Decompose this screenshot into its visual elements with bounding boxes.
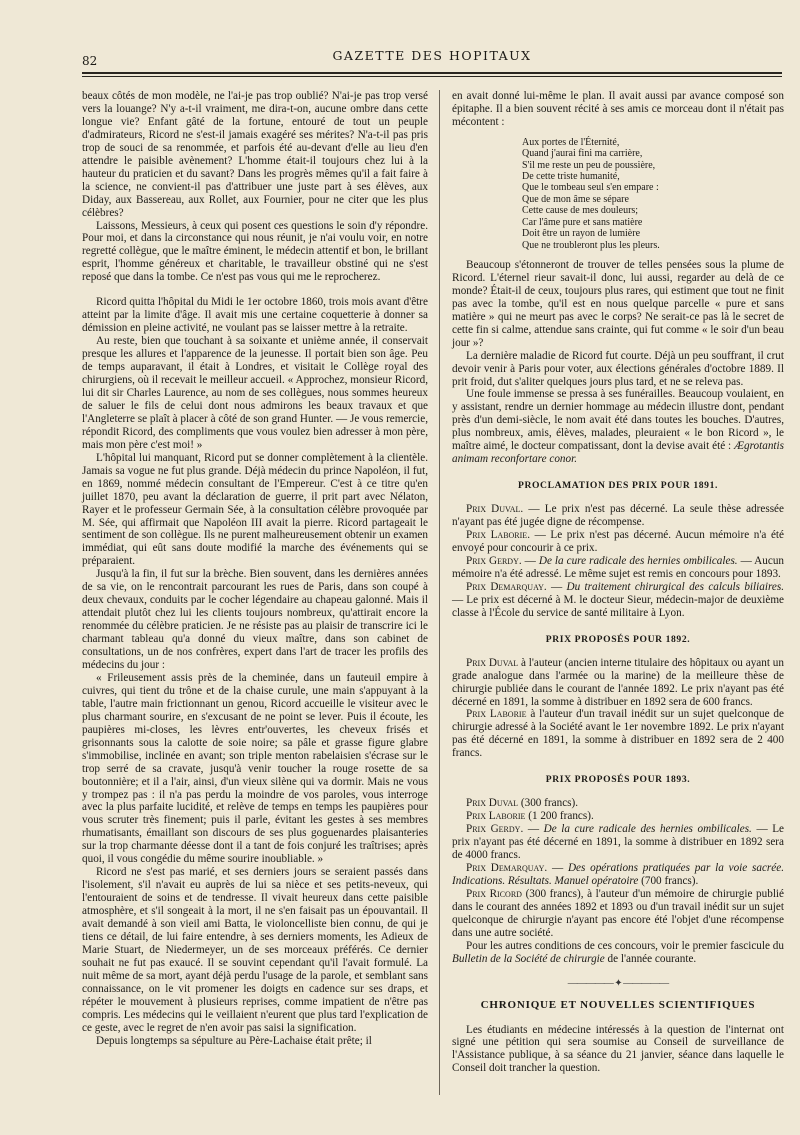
- prize-entry: [452, 503, 784, 529]
- prize-text: — Le prix est décerné à M. le docteur Sieur, médecin-major de deuxième classe à l'École du service de santé militaire à Lyon.: [452, 593, 784, 619]
- latin-motto: Ægrotantis animam reconfortare conor.: [452, 440, 785, 466]
- poem-line: Aux portes de l'Éternité,: [522, 136, 620, 148]
- paragraph: Jusqu'à la fin, il fut sur la brèche. Bien souvent, dans les dernières années de sa vie, on le rencontrait parcourant les rues de Paris, dans son coupé à deux chevaux, conduits par le cocher légendaire au chapeau galonné. Mais il attendait plutôt chez lui les clients toujours nombreux, qu'attirait encore la renommée du célèbre praticien. Je ne résiste pas au plaisir de transcrire ici le charmant tableau qu'a donné du vieux maître, dans son cabinet de consultations, un de nos confrères, expert dans l'art de tracer les profils des médecins du jour :: [82, 568, 428, 671]
- paragraph: Depuis longtemps sa sépulture au Père-Lachaise était prête; il: [96, 1034, 372, 1047]
- prize-entry: [452, 581, 784, 620]
- prize-text: —: [524, 554, 539, 567]
- prize-subject: Du traitement chirurgical des calculs biliaires.: [566, 580, 784, 593]
- poem-line: S'il me reste un peu de poussière,: [522, 159, 656, 171]
- prize-name: Prix Laborie: [466, 708, 527, 721]
- prize-subject: De la cure radicale des hernies ombilicales.: [543, 823, 752, 836]
- paragraph-text: Une foule immense se pressa à ses funérailles. Beaucoup voulaient, en y assistant, rendre un dernier hommage au médecin illustre dont, pendant près d'un demi-siècle, le nom avait été dans toutes les bouches. D'autres, plus nombreux, amis, élèves, malades, pleuraient « le bon Ricord », le maître aimé, le docteur compatissant, dont la devise avait été :: [452, 388, 784, 453]
- paragraph: L'hôpital lui manquant, Ricord put se donner complètement à la clientèle. Jamais sa vogue ne fut plus grande. Déjà médecin du prince Napoléon, il fut, en 1869, nommé médecin consultant de l'Empereur. C'est à ce titre qu'en juillet 1870, peu avant la déclaration de guerre, il prit part avec Nélaton, Rayer et le professeur Germain Sée, à la consultation célèbre provoquée par M. Sée, qui affirmait que Napoléon III avait la pierre. Ricord partageait le sentiment de son collègue. Ils ne purent malheureusement obtenir un examen immédiat, qui eût sans doute modifié la marche des événements qui se préparaient.: [82, 451, 428, 568]
- prize-name: Prix Duval.: [466, 503, 524, 516]
- prize-name: Prix Laborie: [466, 810, 526, 823]
- prize-text: à l'auteur (ancien interne titulaire des hôpitaux ou ayant un grade analogue dans l'armée ou la marine) de la meilleure thèse de chirurgie publiée dans le courant de l'année 1892. Le prix n'ayant pas été décerné en 1891, la somme à distribuer en 1892 sera de 600 francs.: [452, 656, 784, 708]
- right-column: [452, 90, 784, 1075]
- prize-subject: De la cure radicale des hernies ombilicales.: [538, 554, 738, 567]
- poem-line: Que le tombeau seul s'en empare :: [522, 182, 659, 194]
- header-rule: [82, 72, 782, 74]
- prize-name: Prix Ricord: [466, 887, 522, 900]
- prize-entry: [452, 862, 784, 888]
- prize-text: (300 francs), à l'auteur d'un mémoire de chirurgie publié dans le courant des années 1892 et 1893 ou d'un travail inédit sur un sujet quelconque de chirurgie n'ayant pas encore été l'objet d'une récompense dans une autre société.: [452, 887, 784, 939]
- column-divider: [439, 90, 440, 1095]
- prize-name: Prix Duval: [466, 656, 519, 669]
- poem-line: Que de mon âme se sépare: [522, 193, 629, 205]
- poem-line: De cette triste humanité,: [522, 171, 620, 183]
- prize-subject: Des opérations pratiquées par la voie sacrée. Indications. Résultats. Manuel opératoire: [452, 862, 785, 887]
- poem-line: Que ne troubleront plus les pleurs.: [522, 239, 660, 251]
- section-title: PRIX PROPOSÉS POUR 1892.: [545, 633, 691, 645]
- section-title: PROCLAMATION DES PRIX POUR 1891.: [518, 480, 718, 492]
- paragraph: Ricord quitta l'hôpital du Midi le 1er octobre 1860, trois mois avant d'être atteint par la limite d'âge. Il avait mis une certaine coquetterie à donner sa démission en pleine activité, ne voulant pas se laisser mettre à la retraite.: [82, 296, 428, 335]
- prize-name: Prix Duval: [466, 797, 519, 810]
- prize-text: à l'auteur d'un travail inédit sur un sujet quelconque de chirurgie adressé à la Société avant le 1er novembre 1892. Le prix n'ayant pas été décerné en 1891, la somme à distribuer en 1892 sera de 2 400 francs.: [452, 708, 784, 760]
- prize-entry: [452, 708, 784, 760]
- paragraph: Laissons, Messieurs, à ceux qui posent ces questions le soin d'y répondre. Pour moi, et dans la circonstance qui nous réunit, je n'ai voulu voir, en notre regretté collègue, que le maître éminent, le médecin attentif et bon, le brillant esprit, l'homme généreux et charitable, le travailleur obstiné qui ne s'est reposé que dans la tombe. Ce n'est pas vous qui me le reprocherez.: [82, 219, 428, 284]
- paragraph: La dernière maladie de Ricord fut courte. Déjà un peu souffrant, il crut devoir venir à Paris pour voter, aux élections générales d'octobre 1889. Il prit froid, dut s'aliter quelques jours plus tard, et ne se releva pas.: [452, 349, 784, 388]
- paragraph: [452, 940, 784, 966]
- page-number: 82: [82, 54, 98, 68]
- epitaph-poem: [522, 137, 784, 251]
- prize-text: —: [551, 862, 568, 874]
- poem-line: Cette cause de mes douleurs;: [522, 205, 639, 217]
- section-title: CHRONIQUE ET NOUVELLES SCIENTIFIQUES: [480, 998, 756, 1011]
- paragraph: Les étudiants en médecine intéressés à la question de l'internat ont signé une pétition qui sera soumise au Conseil de surveillance de l'Assistance publique, à sa séance du 21 janvier, séance dans laquelle le Conseil doit trancher la question.: [452, 1023, 784, 1075]
- prize-text: — Le prix n'est pas décerné. Aucun mémoire n'a été envoyé pour concourir à ce prix.: [452, 529, 784, 554]
- paragraph: Au reste, bien que touchant à sa soixante et unième année, il conservait presque les allures et l'apparence de la jeunesse. Il portait bien son âge. Peu de temps auparavant, il était à Londres, et visitait le Collège royal des chirurgiens, où il recevait le meilleur accueil. « Approchez, monsieur Ricord, lui dit sir Charles Laurence, au nom de ses collègues, nous sommes heureux de saluer le fils de celui dont nous admirons les beaux travaux et que l'Angleterre se plaît à placer à côté de son grand Hunter. — Je vous remercie, répondit Ricord, des compliments que vous voulez bien adresser à mon père, mais mon père c'est moi! »: [82, 335, 428, 451]
- page-header: [82, 48, 782, 68]
- prize-entry: [452, 529, 784, 555]
- prize-entry: [452, 797, 784, 810]
- bulletin-title: Bulletin de la Société de chirurgie: [452, 952, 605, 965]
- prize-text: (1 200 francs).: [528, 810, 594, 823]
- header-rule-thin: [82, 76, 782, 77]
- prize-entry: [452, 823, 784, 862]
- poem-line: Quand j'aurai fini ma carrière,: [522, 148, 643, 160]
- prize-text: (300 francs).: [520, 797, 579, 810]
- prize-entry: [452, 657, 784, 709]
- prize-text: — Le prix n'ayant pas été décerné en 1891, la somme à distribuer en 1892 sera de 4000 francs.: [452, 823, 785, 862]
- left-column: [82, 90, 428, 1048]
- poem-line: Car l'âme pure et sans matière: [522, 216, 643, 228]
- poem-line: Doit être un rayon de lumière: [522, 228, 641, 240]
- quotation-paragraph: « Frileusement assis près de la cheminée, dans un fauteuil empire à cuivres, qui tient du trône et de la chaise curule, une main s'appuyant à la table, l'autre main frictionnant un genou, Ricord accueille le visiteur avec le plus charmant sourire, en s'excusant de ne point se lever. Puis il écoute, les paupières mi-closes, les lèvres entr'ouvertes, les cheveux frisés et grisonnants sous la calotte de soie noire; sa pâle et grasse figure glabre s'immobilise, inclinée en avant; son triple menton rabelaisien s'écrase sur le trop serré de sa cravate, jusqu'à venir toucher la rouge rosette de sa boutonnière; et il a l'air, ainsi, d'un vieux silène qui va dormir. Mais ne vous y trompez pas : il n'a pas perdu la moindre de vos paroles, vous interroge avec la plus parfaite lucidité, et relève de temps en temps les paupières pour vous scruter très finement; puis il parle, évitant les gestes à ses membres rhumatisants, émaillant son discours de ses plus goguenardes plaisanteries sur la trop charmante déesse dont il a tant de fois conjuré les traîtrises; après quoi, il vous congédie du même sourire inoubliable. »: [82, 671, 428, 866]
- paragraph-text: Pour les autres conditions de ces concours, voir le premier fascicule du: [466, 939, 784, 952]
- paragraph: beaux côtés de mon modèle, ne l'ai-je pas trop oublié? N'ai-je pas trop versé vers la louange? N'y a-t-il vraiment, me dira-t-on, aucune ombre dans cette longue vie? Enfant gâté de la fortune, entouré de tout un peuple d'admirateurs, Ricord ne s'est-il jamais exagéré ses mérites? N'a-t-il pas pris trop de souci de sa renommée, et parfois été au-devant d'elle au lieu d'en attendre le paisible avènement? L'homme était-il toujours chez lui à la hauteur du praticien et du savant? Dans les progrès mêmes qu'il a fait faire à la science, ne convient-il pas d'attribuer une juste part à ses élèves, aux Diday, aux Bassereau, aux Rollet, aux Fournier, pour ne citer que les plus célèbres?: [82, 90, 428, 219]
- journal-title: GAZETTE DES HOPITAUX: [332, 48, 532, 63]
- paragraph: Beaucoup s'étonneront de trouver de telles pensées sous la plume de Ricord. L'éternel rieur savait-il donc, lui aussi, regarder au delà de ce monde? Était-il de ceux, toujours plus rares, qui estiment que tout ne finit pas avec la tombe, qu'il est en nous quelque parcelle « pure et sans matière » qui ne meurt pas avec le corps? Ne serait-ce pas là le secret de cette fin si calme, attendue sans crainte, qui fut comme « le soir d'un beau jour »?: [452, 258, 784, 349]
- prize-text: —: [551, 580, 567, 593]
- prize-name: Prix Demarquay.: [466, 862, 548, 874]
- prize-entry: [452, 888, 784, 940]
- prize-text: —: [527, 823, 544, 836]
- prize-name: Prix Laborie.: [466, 529, 530, 542]
- section-ornament: ————— ✦ —————: [567, 977, 669, 989]
- prize-text: — Le prix n'est pas décerné. La seule thèse adressée n'ayant pas été jugée digne de récompense.: [452, 503, 784, 529]
- paragraph: Ricord ne s'est pas marié, et ses derniers jours se seraient passés dans l'isolement, s'il n'avait eu auprès de lui sa nièce et ses petits-neveux, qui l'entouraient de soins et de tendresse. Il vivait heureux dans cette paisible atmosphère, et s'il songeait à la mort, il ne s'en faisait pas un épouvantail. Il avait demandé à son vieil ami Batta, le violoncelliste bien connu, de qui je tiens ce détail, de lui faire entendre, à ses derniers moments, les Adieux de Marie Stuart, de Niedermeyer, un de ses morceaux préférés. Ce dernier souhait ne fut pas exaucé. Il se souvint cependant qu'il l'avait formulé. La nuit même de sa mort, ayant déjà perdu l'usage de la parole, et semblant sans connaissance, on le vit promener les doigts en cadence sur ses draps, et répéter le mouvement à plusieurs reprises, comme impatient de n'être pas compris. Les médecins qui le veillaient n'eurent que plus tard l'explication de ce geste, avec le regret de n'en avoir pas saisi la signification.: [82, 866, 428, 1034]
- prize-text: (700 francs).: [638, 874, 699, 887]
- section-title: PRIX PROPOSÉS POUR 1893.: [545, 774, 691, 786]
- paragraph: en avait donné lui-même le plan. Il avait aussi par avance composé son épitaphe. Il a bien souvent récité à ses amis ce morceau dont il n'était pas mécontent :: [452, 90, 784, 128]
- paragraph: [452, 388, 784, 466]
- prize-text: — Aucun mémoire n'a été adressé. Le même sujet est remis en concours pour 1893.: [452, 554, 785, 580]
- prize-name: Prix Demarquay.: [466, 580, 547, 593]
- prize-name: Prix Gerdy.: [466, 554, 522, 567]
- paragraph-text: de l'année courante.: [604, 952, 697, 965]
- prize-entry: [452, 555, 784, 581]
- prize-entry: [452, 810, 784, 823]
- prize-name: Prix Gerdy.: [466, 823, 524, 836]
